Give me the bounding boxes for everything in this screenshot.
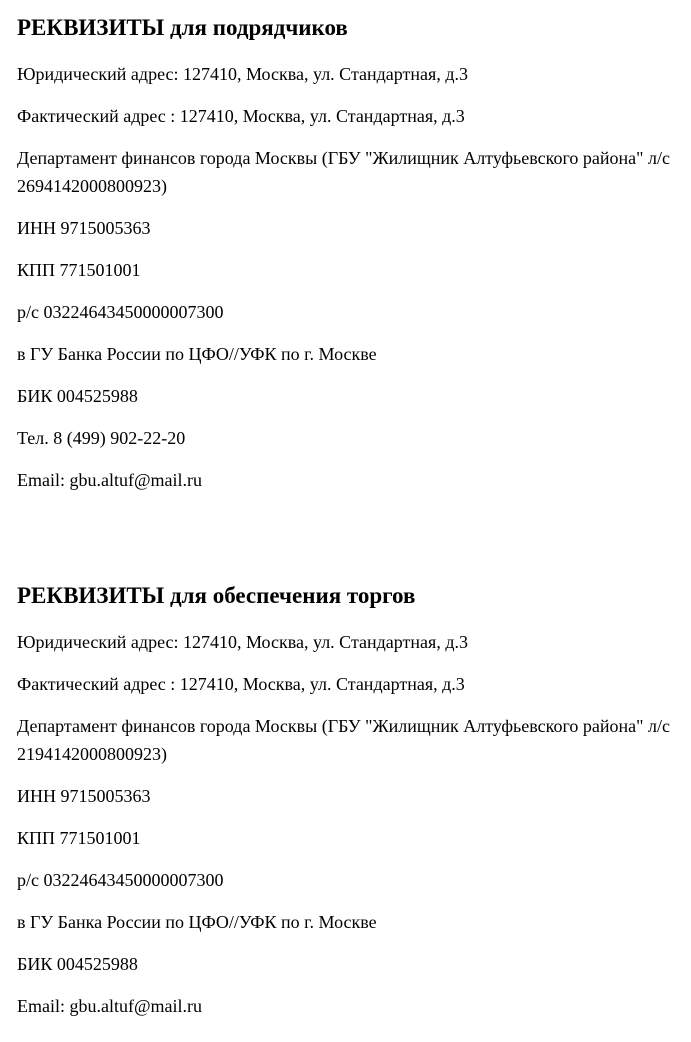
section-contractors-title: РЕКВИЗИТЫ для подрядчиков	[17, 15, 348, 40]
kpp-number: КПП 771501001	[17, 260, 141, 280]
settlement-account: р/с 03224643450000007300	[17, 870, 224, 890]
inn-number: ИНН 9715005363	[17, 218, 151, 238]
section-contractors	[17, 16, 677, 494]
legal-address: Юридический адрес: 127410, Москва, ул. Стандартная, д.3	[17, 632, 468, 652]
bank-name: в ГУ Банка России по ЦФО//УФК по г. Москве	[17, 912, 377, 932]
bank-name: в ГУ Банка России по ЦФО//УФК по г. Москве	[17, 344, 377, 364]
section-tender-security	[17, 584, 677, 1020]
phone-number: Тел. 8 (499) 902-22-20	[17, 428, 186, 448]
bik-number: БИК 004525988	[17, 954, 138, 974]
email-address: Email: gbu.altuf@mail.ru	[17, 996, 203, 1016]
inn-number: ИНН 9715005363	[17, 786, 151, 806]
legal-address: Юридический адрес: 127410, Москва, ул. Стандартная, д.3	[17, 64, 468, 84]
settlement-account: р/с 03224643450000007300	[17, 302, 224, 322]
finance-department-account: Департамент финансов города Москвы (ГБУ "Жилищник Алтуфьевского района" л/с 2194142000800923)	[17, 716, 670, 764]
bik-number: БИК 004525988	[17, 386, 138, 406]
section-tender-security-title: РЕКВИЗИТЫ для обеспечения торгов	[17, 583, 416, 608]
actual-address: Фактический адрес : 127410, Москва, ул. Стандартная, д.3	[17, 106, 465, 126]
finance-department-account: Департамент финансов города Москвы (ГБУ "Жилищник Алтуфьевского района" л/с 2694142000800923)	[17, 148, 670, 196]
actual-address: Фактический адрес : 127410, Москва, ул. Стандартная, д.3	[17, 674, 465, 694]
email-address: Email: gbu.altuf@mail.ru	[17, 470, 203, 490]
kpp-number: КПП 771501001	[17, 828, 141, 848]
